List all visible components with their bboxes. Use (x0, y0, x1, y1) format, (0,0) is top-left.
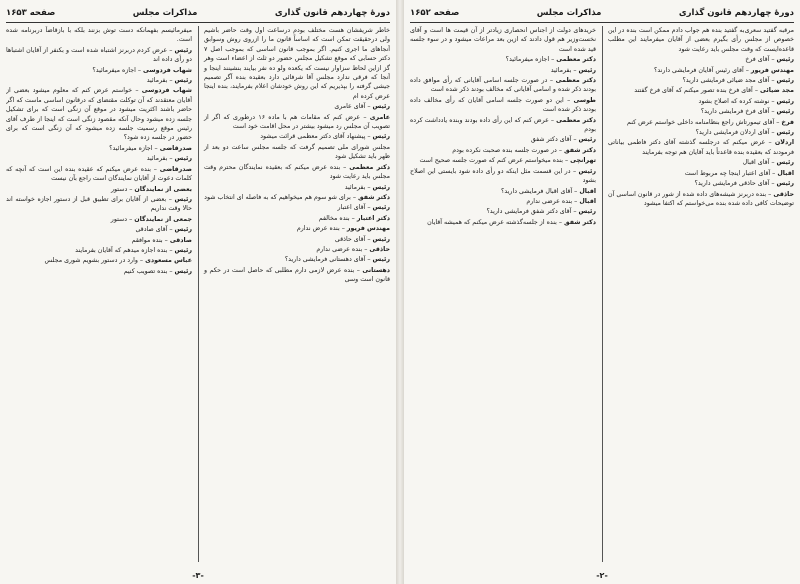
paragraph: رئیس – آقای مجد ضیائی فرمایشی دارید؟ (682, 77, 794, 85)
speech-text: آقای اعتبار (337, 204, 366, 212)
speech-text: بنده مخالفم (318, 214, 350, 222)
left-page (0, 0, 396, 584)
paragraph: رئیس – بنده تصویب کنیم (123, 267, 192, 275)
speech-text: عرض کنم که مقامات هم با ماده ۱۶ درطوری که اگر از تصویب آن مجلس رد میشود بیشتر در محل اقامت خود است (204, 113, 390, 131)
speech-text: نوشته کرده که اصلاح بشود (698, 97, 770, 105)
paragraph: رئیس – بنده اجازه میدهم که آقایان بفرمایند (75, 246, 192, 254)
paragraph: دکتر معظمی – بنده عرض میکنم که بعقیده نمایندگان محترم وقت مجلس باید رعایت شود (204, 163, 390, 181)
speech-text: عرض کنم که این رأی داده بودند وبنده یادداشت کرده بودم (410, 116, 596, 134)
speech-text: در صورت جلسه بنده صحبت نکرده بودم (452, 146, 557, 154)
speech-text: بنده عرض میکنم که عقیده بنده این است که آنچه که کلمات دعوت از آقایان نمایندگان است راجع بآن نیست (6, 165, 192, 183)
speech-text: بنده عرض میکنم که بعقیده نمایندگان محترم وقت مجلس باید رعایت شود (204, 163, 390, 181)
header-page-number: صفحه ۱۶۵۲ (410, 8, 460, 18)
speaker-name: صدرقاضی (159, 144, 192, 152)
paragraph: اردلان – عرض میکنم که درجلسه گذشته آقای دکتر فاطمی بیاناتی فرمودند که بعقیده بنده قاعدتاً باید آقایان هم توجه بفرمایند (608, 139, 794, 156)
speaker-name: رئیس (174, 77, 192, 85)
speech-text: آقای اقبال فرمایشی دارید؟ (501, 187, 573, 195)
speaker-name: شهاب فردوسی (141, 87, 192, 95)
speech-text: آقای اردلان فرمایشی دارید؟ (695, 129, 770, 137)
paragraph: رئیس – نوشته کرده که اصلاح بشود (698, 97, 794, 105)
paragraph: رئیس – در این قسمت مثل اینکه دو رأی داده شود بایستی این اصلاح بشود (410, 167, 596, 185)
paragraph: اقبال – آقای اعتبار اینجا چه مربوط است (684, 169, 794, 177)
speech-text: آقای حاذقی فرمایشی دارید؟ (694, 180, 770, 188)
paragraph: صدرقاضی – اجازه میفرمائید؟ (109, 144, 192, 152)
speech-text: دستور (110, 185, 128, 193)
paragraph: دکتر شفق – بنده از جلسه‌گذشته عرض میکنم که همیشه آقایان (427, 218, 596, 226)
speech-text: آقای رئیس آقایان فرمایشی دارند؟ (654, 66, 744, 74)
paragraph: رئیس – بفرمائید (550, 66, 596, 74)
speech-text: آقای فرخ (745, 56, 770, 64)
speech-text: آقای اقبال (742, 159, 770, 167)
paragraph: رئیس – بفرمائید (344, 183, 390, 191)
speech-text: مرقبه گفتید سعری‌به گفتید بنده هم جواب دادم ممکن است بنده در این خصوص از مجلس رأی بگیرم بعضی از آقایان میفرمایند این مطلب قاعده‌ایست که وقت مجلس باید رعایت شود (608, 27, 794, 53)
paragraph: رئیس – آقای صادقی (135, 226, 192, 234)
speech-text: آقای صادقی (135, 226, 168, 234)
speaker-name: رئیس (578, 66, 596, 74)
paragraph: جمعی از نمایندگان – دستور (110, 215, 192, 223)
speech-text: بنده اجازه میدهم که آقایان بفرمایند (75, 246, 168, 254)
speaker-name: رئیس (174, 195, 192, 203)
speaker-name: مهندس فریور (750, 66, 794, 74)
speech-text: آقای دکتر شفق فرمایشی دارید؟ (486, 208, 572, 216)
column-left (6, 26, 192, 562)
speech-text: بنده میخواستم عرض کنم که صورت جلسه صحیح است (419, 157, 563, 165)
speech-text: بنده عرض لازمی دارم مطلبی که حاصل است در حکم و قانون است وسی (204, 266, 390, 284)
speaker-name: حاذقی (369, 245, 390, 253)
page-header (410, 6, 794, 23)
speaker-name: مهندس فریور (346, 225, 390, 233)
paragraph: رئیس – آقای حاذقی فرمایشی دارید؟ (694, 180, 794, 188)
speech-text: اجازه میفرمائید؟ (505, 56, 550, 64)
speaker-name: رئیس (776, 77, 794, 85)
speech-text: پیشنهاد آقای دکتر معظمی قرائت میشود (260, 133, 366, 141)
paragraph: رئیس – آقای اعتبار (337, 204, 390, 212)
speaker-name: رئیس (174, 246, 192, 254)
speaker-name: صادقی (169, 236, 192, 244)
speech-text: خریدهای دولت از اجناس انحصاری زیادتر از آن قیمت ها است و آقای نخست‌وزیر هم قول دادند که ازین بعد مراعات میشود و در سوء جلسه قید شده است (410, 27, 596, 53)
speaker-name: رئیس (578, 167, 596, 175)
speech-text: عرض میکنم که درجلسه گذشته آقای دکتر فاطمی بیاناتی فرمودند که بعقیده بنده قاعدتاً باید آقایان هم توجه بفرمایند (608, 139, 794, 156)
paragraph: اقبال – بنده عرضی ندارم (526, 197, 596, 205)
paragraph: رئیس – آقای فرخ فرمایشی دارید؟ (700, 108, 794, 116)
speaker-name: رئیس (776, 180, 794, 188)
paragraph: رئیس – آقای دهستانی فرمایشی دارید؟ (284, 256, 390, 264)
speech-text: بنده عرضی ندارم (526, 197, 573, 205)
column-right (198, 26, 390, 562)
paragraph: طوسی – این دو صورت جلسه اسامی آقایان که رأی مخالف داده بودند ذکر شده است (410, 96, 596, 114)
speech-text: بنده دربرنز شیشه‌های داده شده از شور در قانون اساسی آن توضیحات کافی داده شده بنده می‌خواستم که اکتفا میشود (608, 190, 794, 207)
speech-text: وارد در دستور بشویم شوری مجلس (44, 257, 138, 265)
paragraph (608, 26, 794, 54)
paragraph: رئیس – بعضی از آقایان برای تطبیق قبل از دستور اجازه خواسته اند حالا وقت نداریم (6, 195, 192, 213)
speech-text: برای شو سوم هم میخواهیم که به فاصله ای انتخاب شود (204, 193, 351, 201)
text-columns (410, 26, 794, 562)
speaker-name: رئیس (174, 46, 192, 54)
speaker-name: رئیس (776, 159, 794, 167)
speaker-name: مجد ضیائی (759, 87, 794, 95)
speech-text: این دو صورت جلسه اسامی آقایان که رأی مخالف داده بودند ذکر شده است (410, 96, 596, 114)
paragraph: دهستانی – بنده عرض لازمی دارم مطلبی که حاصل است در حکم و قانون است وسی (204, 266, 390, 284)
speech-text: در این قسمت مثل اینکه دو رأی داده شود بایستی این اصلاح بشود (410, 167, 596, 185)
speaker-name: دکتر معظمی (555, 77, 596, 85)
page-number-footer: -۲- (596, 571, 608, 580)
header-session: دورهٔ چهاردهم قانون گذاری (678, 8, 794, 18)
speech-text: اجازه میفرمائید؟ (109, 144, 153, 152)
paragraph: دکتر معظمی – عرض کنم که این رأی داده بودند وبنده یادداشت کرده بودم (410, 116, 596, 134)
speaker-name: رئیس (174, 226, 192, 234)
speaker-name: تهرانچی (570, 157, 596, 165)
speaker-name: فرخ (781, 118, 794, 126)
speech-text: آقای اعتبار اینجا چه مربوط است (684, 169, 771, 177)
speech-text: میفرمائیسم بفهمانکه دست توش بزنند بلکه با بازقاضاً دربرنامه شده است. (6, 27, 192, 44)
paragraph: مهندس فریور – بنده عرض ندارم (296, 225, 390, 233)
speaker-name: دکتر معظمی (556, 116, 596, 124)
speaker-name: عامری (369, 113, 390, 121)
paragraph: تهرانچی – بنده میخواستم عرض کنم که صورت جلسه صحیح است (419, 157, 596, 165)
paragraph: رئیس – آقای دکتر شفق (530, 136, 596, 144)
speech-text: اجازه میفرمائید؟ (92, 66, 136, 74)
paragraph: رئیس – آقای فرخ (745, 56, 794, 64)
speech-text: بفرمائید (146, 77, 168, 85)
paragraph: مجد ضیائی – آقای فرخ بنده تصور میکنم که آقای فرخ گفتند (634, 87, 794, 95)
paragraph: رئیس – آقای اردلان فرمایشی دارید؟ (695, 129, 794, 137)
speaker-name: دکتر اعتبار (356, 214, 390, 222)
paragraph: شهاب فردوسی – خواستم عرض کنم که معلوم میشود بعضی از آقایان معتقدند که آن توکلت مقتضای که درقانون اساسی ماست که اگر حاضر باشند اکثریت میشود در موقع آن زنگی است که برای تشکیل جلسه زده میشود وحال آنکه مقصود زنگی است که اینجا از طرف آقای رئیس موقع رسمیت جلسه زده میشود که آن زنگی است که برای حضور در جلسه زده شود؟ (6, 87, 192, 142)
paragraph: فرخ – آقای تیمورتاش راجع بنظامنامه داخلی خواستم عرض کنم (627, 118, 794, 126)
speech-text: خواستم عرض کنم که معلوم میشود بعضی از آقایان معتقدند که آن توکلت مقتضای که درقانون اساسی ماست که اگر حاضر باشند اکثریت میشود در موقع آن زنگی است که برای تشکیل جلسه زده میشود وحال آنکه مقصود زنگی است که اینجا از طرف آقای رئیس موقع رسمیت جلسه زده میشود که آن زنگی است که برای حضور در جلسه زده شود؟ (6, 87, 192, 142)
speaker-name: دکتر شفق (564, 146, 596, 154)
speaker-name: رئیس (372, 256, 390, 264)
speech-text: آقای حاذقی (334, 235, 366, 243)
paragraph: دکتر معظمی – اجازه میفرمائید؟ (505, 56, 596, 64)
speech-text: بنده موافقم (131, 236, 163, 244)
column-right (602, 26, 794, 562)
speaker-name: رئیس (776, 108, 794, 116)
speaker-name: رئیس (174, 155, 192, 163)
header-session: دورهٔ چهاردهم قانون گذاری (274, 8, 390, 18)
paragraph: دکتر اعتبار – بنده مخالفم (318, 214, 390, 222)
paragraph: صادقی – بنده موافقم (131, 236, 192, 244)
speaker-name: اردلان (774, 139, 794, 147)
paragraph: دکتر شفق – در صورت جلسه بنده صحبت نکرده بودم (452, 146, 596, 154)
speech-text: آقای فرخ بنده تصور میکنم که آقای فرخ گفتند (634, 87, 753, 95)
speaker-name: بعضی از نمایندگان (134, 185, 192, 193)
speaker-name: دکتر شفق (564, 218, 596, 226)
speaker-name: دکتر شفق (358, 193, 390, 201)
speech-text: آقای عامری (334, 103, 366, 111)
speech-text: بفرمائید (550, 66, 572, 74)
paragraph (6, 26, 192, 45)
speech-text: آقای فرخ فرمایشی دارید؟ (700, 108, 770, 116)
text-columns (6, 26, 390, 562)
paragraph: رئیس – آقای حاذقی (334, 235, 390, 243)
speaker-name: رئیس (776, 56, 794, 64)
speaker-name: صدرقاضی (159, 165, 192, 173)
paragraph: رئیس – آقای اقبال (742, 159, 794, 167)
speech-text: خاطر شریفشان هست مختلف بودم درساعت اول وقت حاضر باشیم ولی درحقیقت تمکن است که اساساً قانون ما را ازروی روش وسوابق آنجاهای ما اجری کنیم. اگر بموجب قانون اساسی که بموجب اصل ۷ دکتر حسابی که موقع تشکیل مجلس حضور دو ثلث از اعضاء است وهر گز ازاین لحاظ سزاوار نیست که یکعده ولو ده نفر بیایند بنشینند اینجا و آنجا که فرقی ندارد مجلس آقا شرفائی دارد بعقیده بنده آگر تصمیم جیشی گرفته را بپذیریم که این روش خودشان اعلام بفرمایند، بنده اینجا عرض کرده ام (204, 27, 390, 100)
speech-text: آقای تیمورتاش راجع بنظامنامه داخلی خواستم عرض کنم (627, 118, 775, 126)
speaker-name: رئیس (372, 103, 390, 111)
speaker-name: دهستانی (362, 266, 390, 274)
speaker-name: اقبال (579, 187, 596, 195)
speech-text: بفرمائید (344, 183, 366, 191)
page-number-footer: -۳- (192, 571, 204, 580)
paragraph: صدرقاضی – بنده عرض میکنم که عقیده بنده این است که آنچه که کلمات دعوت از آقایان نمایندگان است راجع بآن نیست (6, 165, 192, 183)
speech-text: آقای مجد ضیائی فرمایشی دارید؟ (682, 77, 770, 85)
speaker-name: اقبال (579, 197, 596, 205)
paragraph: رئیس – آقای دکتر شفق فرمایشی دارید؟ (486, 208, 596, 216)
paragraph: دکتر شفق – برای شو سوم هم میخواهیم که به فاصله ای انتخاب شود (204, 193, 390, 201)
speaker-name: شهاب فردوسی (143, 66, 192, 74)
speech-text: بنده تصویب کنیم (123, 267, 168, 275)
header-title: مذاکرات مجلس (132, 8, 198, 18)
speech-text: مجلس شورای ملی تصمیم گرفت که جلسه مجلس ساعت دو بعد از ظهر باید تشکیل شود (204, 143, 390, 161)
speaker-name: دکتر معظمی (556, 56, 596, 64)
paragraph: دکتر معظمی – در صورت جلسه اسامی آقایانی که رأی موافق داده بودند ذکر شده و اسامی آقایانی که مخالف بودند ذکر شده است (410, 77, 596, 94)
speech-text: دستور (110, 215, 128, 223)
speaker-name: عباس مسعودی (145, 257, 192, 265)
header-title: مذاکرات مجلس (536, 8, 602, 18)
speaker-name: اقبال (777, 169, 794, 177)
right-page (404, 0, 800, 584)
paragraph (204, 143, 390, 162)
column-left (410, 26, 596, 562)
paragraph (204, 26, 390, 101)
speaker-name: رئیس (372, 183, 390, 191)
speaker-name: رئیس (372, 204, 390, 212)
header-page-number: صفحه ۱۶۵۳ (6, 8, 56, 18)
speech-text: بعضی از آقایان برای تطبیق قبل از دستور اجازه خواسته اند حالا وقت نداریم (6, 195, 192, 213)
speech-text: بنده عرضی ندارم (316, 245, 363, 253)
paragraph (410, 26, 596, 54)
speech-text: بنده عرض ندارم (296, 225, 340, 233)
paragraph: حاذقی – بنده دربرنز شیشه‌های داده شده از شور در قانون اساسی آن توضیحات کافی داده شده بنده می‌خواستم که اکتفا میشود (608, 190, 794, 207)
paragraph: شهاب فردوسی – اجازه میفرمائید؟ (92, 66, 192, 74)
paragraph: رئیس – عرض کردم دربرنز اشتباه شده است و بکنفر از آقایان اشتباها دو رأی داده اند (6, 46, 192, 64)
paragraph: رئیس – آقای عامری (334, 103, 390, 111)
speaker-name: رئیس (776, 97, 794, 105)
paragraph: عباس مسعودی – وارد در دستور بشویم شوری مجلس (44, 257, 192, 265)
paragraph: حاذقی – بنده عرضی ندارم (316, 245, 390, 253)
speech-text: عرض کردم دربرنز اشتباه شده است و بکنفر از آقایان اشتباها دو رأی داده اند (6, 46, 192, 64)
speaker-name: رئیس (174, 267, 192, 275)
speaker-name: جمعی از نمایندگان (134, 215, 192, 223)
speech-text: در صورت جلسه اسامی آقایانی که رأی موافق داده بودند ذکر شده و اسامی آقایانی که مخالف بودند ذکر شده است (410, 77, 596, 94)
speaker-name: رئیس (776, 129, 794, 137)
speaker-name: دکتر معظمی (349, 163, 390, 171)
speaker-name: حاذقی (773, 190, 794, 198)
speech-text: بنده از جلسه‌گذشته عرض میکنم که همیشه آقایان (427, 218, 557, 226)
speech-text: آقای دهستانی فرمایشی دارید؟ (284, 256, 366, 264)
paragraph: عامری – عرض کنم که مقامات هم با ماده ۱۶ درطوری که اگر از تصویب آن مجلس رد میشود بیشتر در محل اقامت خود است (204, 113, 390, 131)
paragraph: رئیس – بفرمائید (146, 77, 192, 85)
book-gutter (396, 0, 404, 584)
speaker-name: رئیس (372, 133, 390, 141)
paragraph: رئیس – پیشنهاد آقای دکتر معظمی قرائت میشود (260, 133, 390, 141)
page-header (6, 6, 390, 23)
paragraph: بعضی از نمایندگان – دستور (110, 185, 192, 193)
speaker-name: رئیس (372, 235, 390, 243)
paragraph: مهندس فریور – آقای رئیس آقایان فرمایشی دارند؟ (654, 66, 794, 74)
speaker-name: رئیس (578, 136, 596, 144)
paragraph: رئیس – بفرمائید (146, 155, 192, 163)
speaker-name: رئیس (578, 208, 596, 216)
speech-text: آقای دکتر شفق (530, 136, 572, 144)
speech-text: بفرمائید (146, 155, 168, 163)
paragraph: اقبال – آقای اقبال فرمایشی دارید؟ (501, 187, 596, 195)
speaker-name: طوسی (573, 96, 596, 104)
